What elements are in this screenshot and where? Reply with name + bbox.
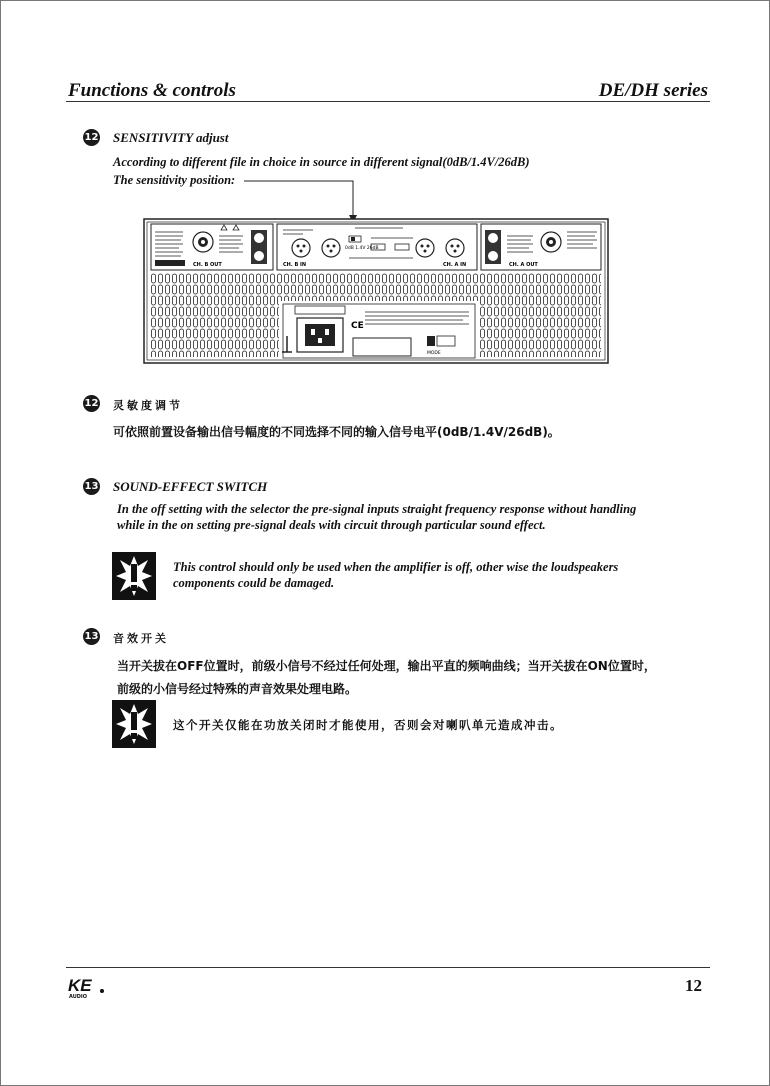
header-title: Functions & controls [68,80,236,101]
panel-label-ch-b-out: CH. B OUT [193,262,222,268]
page-number: 12 [685,976,702,995]
sensitivity-line1: According to different file in choice in source in different signal(0dB/1.4V/26dB) [113,155,530,169]
section-12-badge: 12 [83,129,100,146]
warning-icon [112,552,156,600]
sensitivity-title: SENSITIVITY adjust [113,130,229,145]
section-13-cn-badge: 13 [83,628,100,645]
warning-cn: 这个开关仅能在功放关闭时才能使用，否则会对喇叭单元造成冲击。 [173,718,563,732]
sound-effect-cn-line1: 当开关拔在OFF位置时，前级小信号不经过任何处理，输出平直的频响曲线；当开关拔在ON位置时， [117,659,656,673]
panel-label-ch-a-in: CH. A IN [443,262,467,268]
header-rule [66,101,710,102]
section-13-badge: 13 [83,478,100,495]
warning-line2: components could be damaged. [173,576,335,590]
sensitivity-cn-title: 灵敏度调节 [113,399,183,412]
sound-effect-line1: In the off setting with the selector the pre-signal inputs straight frequency response without handling [117,502,637,516]
sound-effect-cn-line2: 前级的小信号经过特殊的声音效果处理电路。 [117,682,358,696]
sound-effect-title: SOUND-EFFECT SWITCH [113,479,268,494]
sound-effect-cn-title: 音效开关 [113,632,169,645]
footer-rule [66,967,710,968]
warning-icon-cn [112,700,156,748]
header-series: DE/DH series [598,80,708,101]
sound-effect-line2: while in the on setting pre-signal deals with circuit through particular sound effect. [117,518,546,532]
panel-label-gain: 0dB 1.4V 26dB [345,246,379,251]
svg-text:KE: KE [68,976,92,995]
section-12-cn-badge: 12 [83,395,100,412]
panel-label-ch-a-out: CH. A OUT [509,262,538,268]
sensitivity-cn-body: 可依照前置设备输出信号幅度的不同选择不同的输入信号电平(0dB/1.4V/26dB)。 [113,425,560,439]
panel-label-mode: MODE [427,351,441,356]
ke-audio-logo [68,975,108,999]
panel-label-ch-b-in: CH. B IN [283,262,307,268]
svg-text:CE: CE [351,321,364,331]
sensitivity-line2: The sensitivity position: [113,173,236,187]
svg-text:AUDIO: AUDIO [69,994,88,999]
warning-line1: This control should only be used when the amplifier is off, other wise the loudspeakers [173,560,619,574]
rear-panel-illustration [143,218,609,364]
